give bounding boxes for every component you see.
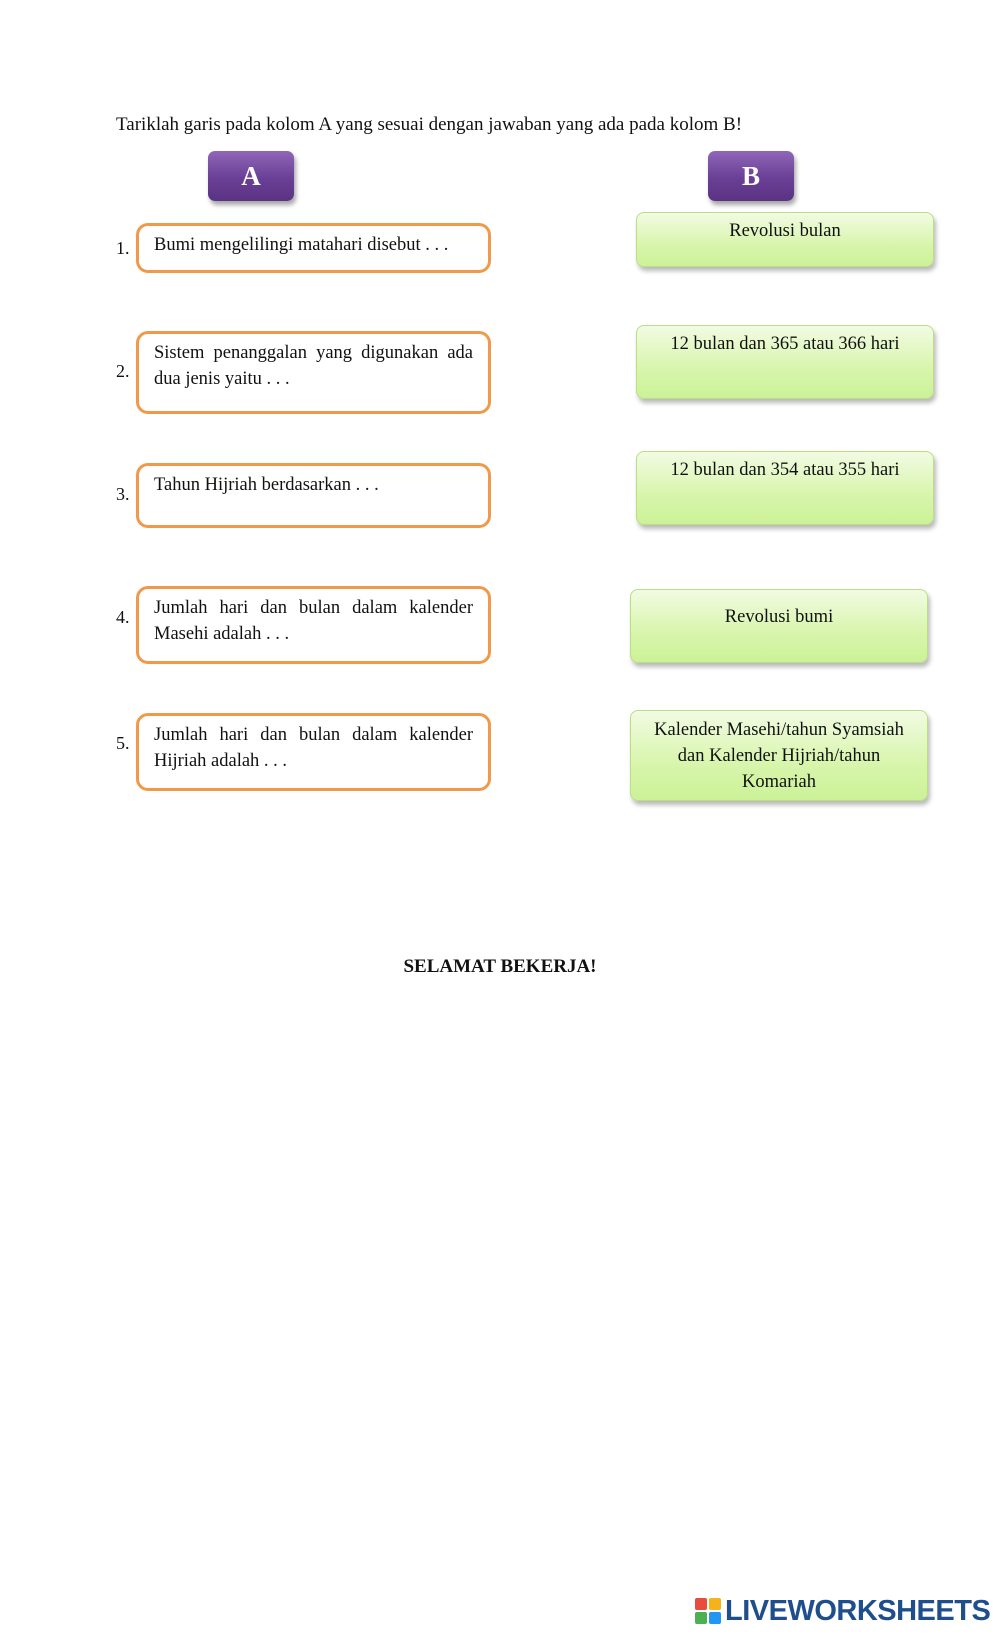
question-text-3: Tahun Hijriah berdasarkan . . .: [154, 475, 379, 495]
answer-box-4[interactable]: [630, 589, 928, 663]
answer-text-2: 12 bulan dan 365 atau 366 hari: [670, 334, 900, 354]
question-number-2: 2.: [116, 361, 130, 381]
answer-box-3[interactable]: [636, 451, 934, 525]
question-number-4: 4.: [116, 607, 130, 627]
question-box-2[interactable]: [136, 331, 491, 414]
logo-square-red: [695, 1598, 707, 1610]
answer-text-1: Revolusi bulan: [729, 221, 841, 241]
answer-text-4: Revolusi bumi: [724, 607, 834, 627]
logo-square-yellow: [709, 1598, 721, 1610]
answer-box-1[interactable]: [636, 212, 934, 267]
question-text-5: Jumlah hari dan bulan dalam kalender Hijriah adalah . . .: [154, 725, 473, 771]
question-box-5[interactable]: [136, 713, 491, 791]
question-box-1[interactable]: [136, 223, 491, 273]
logo-text: LIVEWORKSHEETS: [725, 1594, 991, 1627]
question-box-3[interactable]: [136, 463, 491, 528]
logo-grid-icon: [695, 1598, 721, 1624]
answer-box-2[interactable]: [636, 325, 934, 399]
column-b-header: B: [708, 151, 794, 201]
question-text-1: Bumi mengelilingi matahari disebut . . .: [154, 235, 449, 255]
column-a-header: A: [208, 151, 294, 201]
logo-square-blue: [709, 1612, 721, 1624]
answer-text-5: Kalender Masehi/tahun Syamsiah dan Kalender Hijriah/tahun Komariah: [654, 720, 904, 792]
question-number-1: 1.: [116, 238, 130, 258]
answer-box-5[interactable]: [630, 710, 928, 801]
closing-text: SELAMAT BEKERJA!: [403, 956, 597, 977]
question-box-4[interactable]: [136, 586, 491, 664]
liveworksheets-logo: [695, 1593, 990, 1629]
question-text-4: Jumlah hari dan bulan dalam kalender Masehi adalah . . .: [154, 598, 473, 644]
question-number-3: 3.: [116, 484, 130, 504]
logo-square-green: [695, 1612, 707, 1624]
answer-text-3: 12 bulan dan 354 atau 355 hari: [670, 460, 900, 480]
question-number-5: 5.: [116, 733, 130, 753]
question-text-2: Sistem penanggalan yang digunakan ada dua jenis yaitu . . .: [154, 343, 473, 389]
instruction-text: Tariklah garis pada kolom A yang sesuai dengan jawaban yang ada pada kolom B!: [116, 114, 743, 135]
